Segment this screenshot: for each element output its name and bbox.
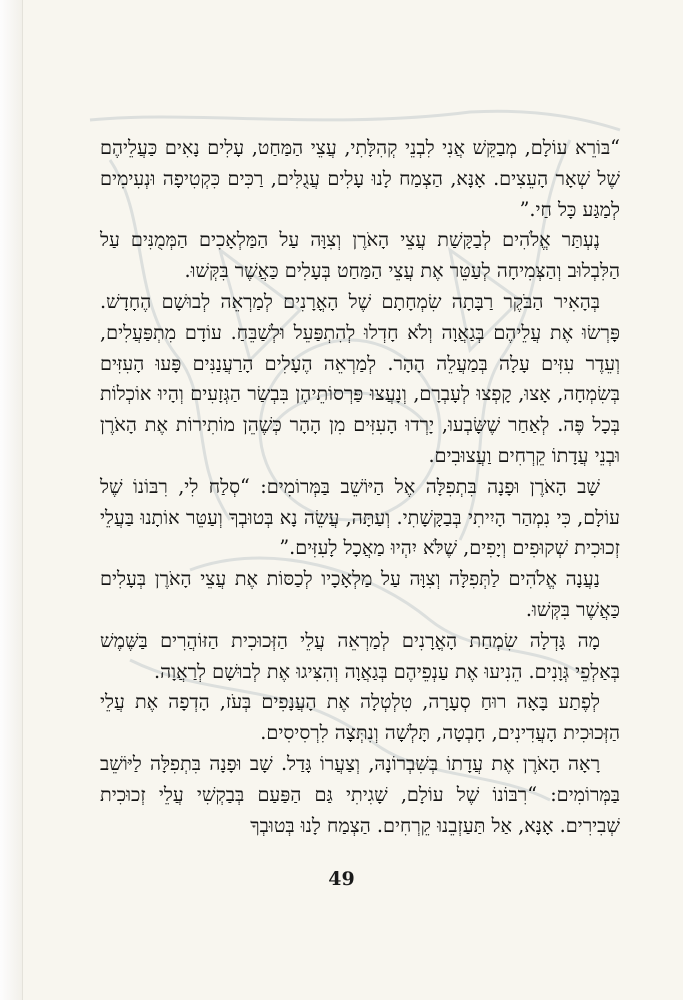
paragraph: בְּהָאִיר הַבֹּקֶר רַבָּתָה שִׂמְחָתָם שֶׁל הָאֳרָנִים לְמַרְאֵה לְבוּשָׁם הֶחָדָשׁ. פָּרְשׂוּ אֶת עֲלֵיהֶם בְּגַאֲוָה וְלֹא חָדְלוּ לְהִתְפַּעֵל וּלְשַׁבֵּחַ. עוֹדָם מִתְפַּעֲלִים, וְעֵדֶר עִזִּים עָלָה בְּמַעֲלֵה הָהָר. לְמַרְאֵה הֶעָלִים הָרַעֲנַנִּים פָּעוּ הָעִזִּים בְּשִׂמְחָה, אָצוּ, קָפְצוּ לְעָבְרָם, וְנָעֲצוּ פַּרְסוֹתֵיהֶן בִּבְשַׂר הַגְּזָעִים וְהָיוּ אוֹכְלוֹת בְּכָל פֶּה. לְאַחַר שֶׁשָּׂבְעוּ, יָרְדוּ הָעִזִּים מִן הָהָר כְּשֶׁהֵן מוֹתִירוֹת אֶת הָאֹרֶן וּבְנֵי עֲדָתוֹ קֵרְחִים וַעֲצוּבִים. — [100, 289, 620, 467]
paragraph: מָה גָּדְלָה שִׂמְחַת הָאֳרָנִים לְמַרְאֵה עֲלֵי הַזְּכוּכִית הַזּוֹהֲרִים בַּשֶּׁמֶשׁ בְּאַלְפֵי גְּוָנִים. הֵנִיעוּ אֶת עַנְפֵיהֶם בְּגַאֲוָה וְהִצִּיגוּ אֶת לְבוּשָׁם לְרַאֲוָה. — [100, 628, 620, 683]
paragraph: נַעֲנָה אֱלֹהִים לַתְּפִלָּה וְצִוָּה עַל מַלְאָכָיו לְכַסּוֹת אֶת עֲצֵי הָאֹרֶן בְּעָלִים כַּאֲשֶׁר בִּקְּשׁוּ. — [100, 567, 620, 621]
page-number: 49 — [328, 868, 355, 890]
paragraph: שָׁב הָאֹרֶן וּפָנָה בִּתְפִלָּה אֶל הַיּוֹשֵׁב בַּמְּרוֹמִים: “סְלַח לִי, רִבּוֹנוֹ שֶׁל עוֹלָם, כִּי נִמְהַר הָיִיתִי בְּבַקָּשָׁתִי. וְעַתָּה, עֲשֵׂה נָא בְּטוּבְךָ וְעַטֵּר אוֹתָנוּ בַּעֲלֵי זְכוּכִית שְׁקוּפִים וְיָפִים, שֶׁלֹּא יִהְיוּ מַאֲכָל לָעִזִּים.” — [100, 474, 620, 560]
story-text — [100, 133, 620, 841]
binding-edge — [0, 0, 22, 1000]
paragraph: נֶעְתַּר אֱלֹהִים לְבַקָּשַׁת עֲצֵי הָאֹרֶן וְצִוָּה עַל הַמַּלְאָכִים הַמְּמֻנִּים עַל הַלִּבְלוּב וְהַצְּמִיחָה לְעַטֵּר אֶת עֲצֵי הַמַּחַט בְּעָלִים כַּאֲשֶׁר בִּקְּשׁוּ. — [100, 228, 620, 283]
paragraph: “בּוֹרֵא עוֹלָם, מְבַקֵּשׁ אֲנִי לִבְנֵי קְהִלָּתִי, עֲצֵי הַמַּחַט, עָלִים נָאִים כַּעֲלֵיהֶם שֶׁל שְׁאָר הָעֵצִים. אָנָּא, הַצְמַח לָנוּ עָלִים עֲגֻלִּים, רַכִּים כִּקְטִיפָה וּנְעִימִים לְמַגַּע כָּל חַי.” — [100, 136, 620, 221]
paragraph: לְפֶתַע בָּאָה רוּחַ סְעָרָה, טִלְטְלָה אֶת הָעֲנָפִים בְּעֹז, הָדְפָה אֶת עֲלֵי הַזְּכוּכִית הָעֲדִינִים, חָבְטָה, תָּלְשָׁה וְנִתְּצָה לִרְסִיסִים. — [100, 690, 620, 745]
binding-line — [22, 0, 23, 1000]
paragraph: רָאָה הָאֹרֶן אֶת עֲדָתוֹ בְּשִׁבְרוֹנָהּ, וְצַעֲרוֹ גָּדַל. שָׁב וּפָנָה בִּתְפִלָּה לַיּוֹשֵׁב בַּמְּרוֹמִים: “רִבּוֹנוֹ שֶׁל עוֹלָם, שָׁגִיתִי גַּם הַפַּעַם בְּבַקְשִׁי עֲלֵי זְכוּכִית שְׁבִירִים. אָנָּא, אַל תַּעַזְבֵנוּ קֵרְחִים. הַצְמַח לָנוּ בְּטוּבְךָ — [100, 751, 620, 837]
